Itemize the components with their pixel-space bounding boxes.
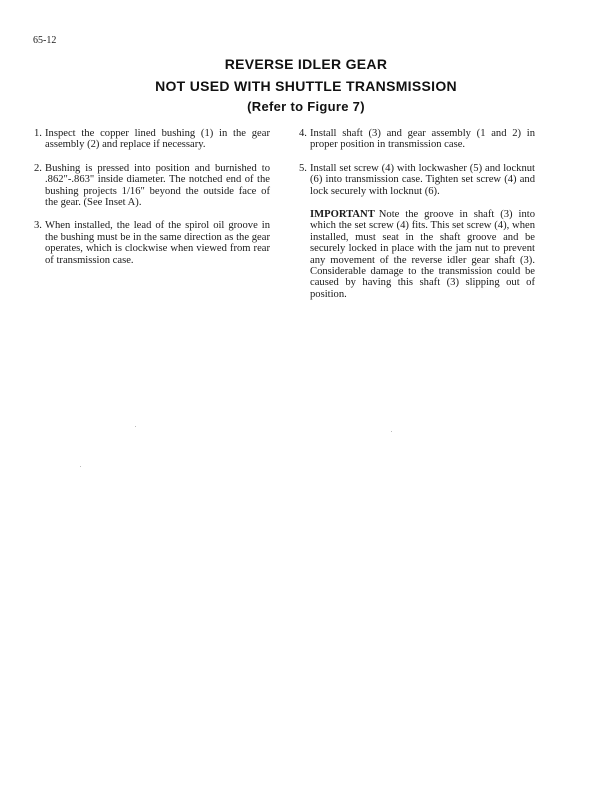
right-column — [299, 128, 535, 300]
list-item — [34, 163, 270, 209]
item-number: 1. — [34, 128, 42, 139]
list-item — [34, 220, 270, 266]
item-text: Inspect the copper lined bushing (1) in the gear assembly (2) and replace if necessary. — [45, 128, 270, 151]
list-item — [299, 128, 535, 151]
item-number: 4. — [299, 128, 307, 139]
item-number: 3. — [34, 220, 42, 232]
item-text: Bushing is pressed into position and burnished to .862"-.863" inside diameter. The notched end of the bushing projects 1/16" beyond the outside face of the gear. (See Inset A). — [45, 162, 270, 209]
item-text: Install shaft (3) and gear assembly (1 and 2) in proper position in transmission case. — [310, 128, 535, 151]
scan-speck — [80, 466, 81, 467]
item-number: 5. — [299, 162, 307, 174]
page-subtitle: NOT USED WITH SHUTTLE TRANSMISSION — [155, 78, 457, 94]
figure-reference: (Refer to Figure 7) — [247, 99, 365, 114]
important-note — [299, 209, 535, 300]
list-item — [34, 128, 270, 151]
item-number: 2. — [34, 162, 42, 174]
page-number: 65-12 — [33, 35, 57, 46]
item-text: When installed, the lead of the spirol oil groove in the bushing must be in the same direction as the gear operates, which is clockwise when viewed from rear of transmission case. — [45, 220, 270, 266]
important-label: IMPORTANT — [310, 209, 375, 221]
item-text: Install set screw (4) with lockwasher (5) and locknut (6) into transmission case. Tighten set screw (4) and lock securely with locknut (6). — [310, 162, 535, 197]
list-item — [299, 163, 535, 197]
left-column — [34, 128, 270, 278]
page-title: REVERSE IDLER GEAR — [224, 56, 388, 72]
scan-speck — [135, 426, 136, 427]
important-text: Note the groove in shaft (3) into which the set screw (4) fits. This set screw (4), when installed, must seat in the shaft groove and be securely locked in place with the jam nut to prevent any movement of the reverse idler gear shaft (3). Considerable damage to the transmission could be caused by having this shaft (3) slipping out of position. — [310, 209, 535, 300]
scan-speck — [391, 431, 392, 432]
